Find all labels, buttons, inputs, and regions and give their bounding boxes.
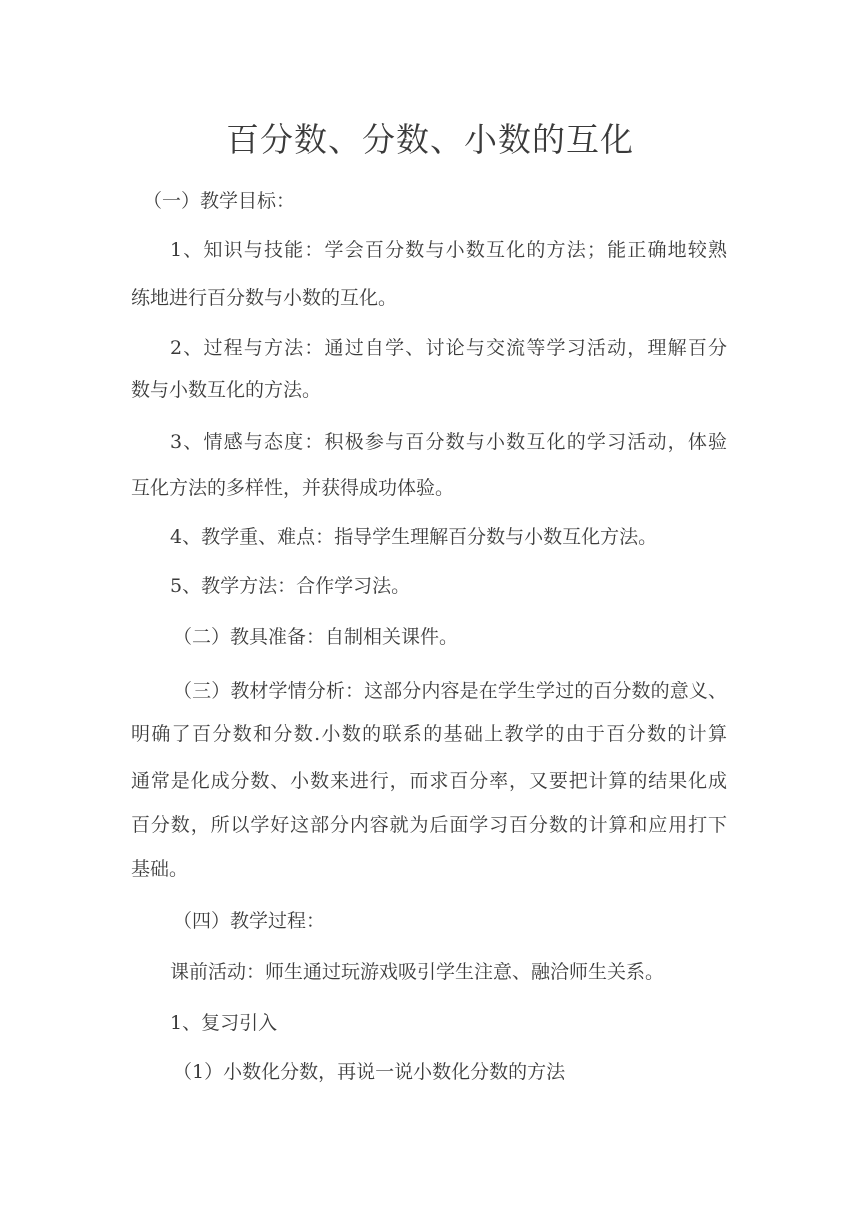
paragraph-line: （三）教材学情分析：这部分内容是在学生学过的百分数的意义、 xyxy=(173,680,727,702)
section-heading-objectives: （一）教学目标： xyxy=(143,190,296,212)
document-title: 百分数、分数、小数的互化 xyxy=(226,120,634,159)
paragraph-line: 互化方法的多样性，并获得成功体验。 xyxy=(131,477,455,499)
section-heading-process: （四）教学过程： xyxy=(173,910,326,932)
paragraph-line: 练地进行百分数与小数的互化。 xyxy=(131,287,398,309)
paragraph-line: 百分数，所以学好这部分内容就为后面学习百分数的计算和应用打下 xyxy=(131,814,727,836)
paragraph-line: 1、复习引入 xyxy=(170,1012,278,1034)
paragraph-line: （1）小数化分数，再说一说小数化分数的方法 xyxy=(173,1061,566,1083)
paragraph-line: 明确了百分数和分数.小数的联系的基础上教学的由于百分数的计算 xyxy=(131,723,727,745)
paragraph-line: 课前活动：师生通过玩游戏吸引学生注意、融洽师生关系。 xyxy=(170,961,665,983)
paragraph-line: 基础。 xyxy=(131,858,189,880)
section-heading-materials: （二）教具准备：自制相关课件。 xyxy=(173,626,459,648)
paragraph-line: 1、知识与技能：学会百分数与小数互化的方法；能正确地较熟 xyxy=(170,239,727,261)
paragraph-line: 数与小数互化的方法。 xyxy=(131,379,322,401)
paragraph-line: 4、教学重、难点：指导学生理解百分数与小数互化方法。 xyxy=(170,526,658,548)
paragraph-line: 5、教学方法：合作学习法。 xyxy=(170,575,411,597)
paragraph-line: 3、情感与态度：积极参与百分数与小数互化的学习活动，体验 xyxy=(170,431,727,453)
paragraph-line: 2、过程与方法：通过自学、讨论与交流等学习活动，理解百分 xyxy=(170,337,727,359)
paragraph-line: 通常是化成分数、小数来进行，而求百分率，又要把计算的结果化成 xyxy=(131,770,727,792)
